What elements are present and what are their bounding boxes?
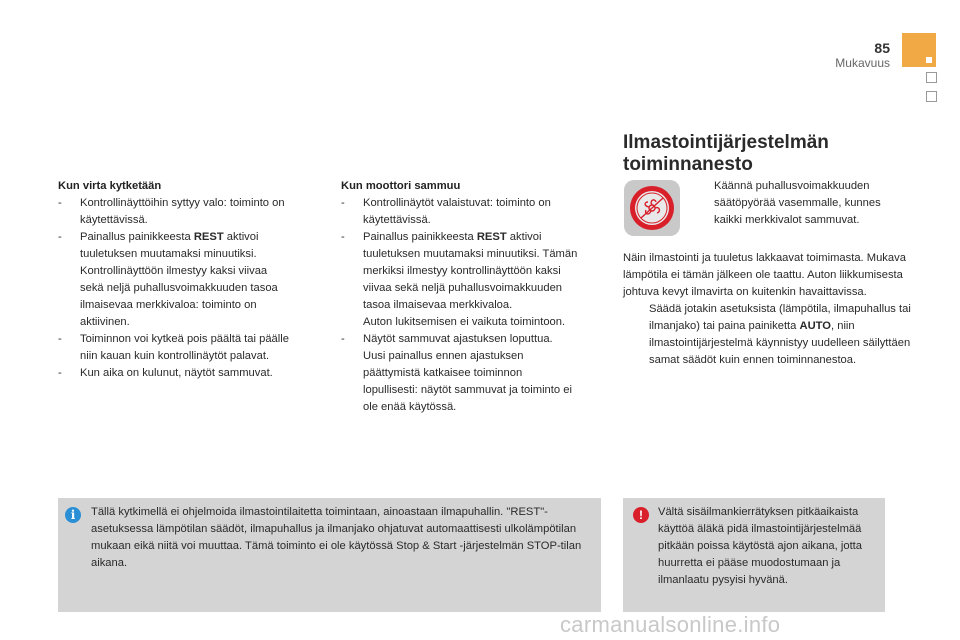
- page-number: 85: [874, 40, 890, 56]
- page-title: Ilmastointijärjestelmän toiminnanesto: [623, 132, 829, 175]
- list-item: - Painallus painikkeesta REST aktivoi tuuletuksen muutamaksi minuutiksi. Tämän merkiksi ilmestyy kontrollinäyttöön kaksi viivaa sekä neljä puhallusvoimakkuuden tasoa ilmaisevaa merkkivaloa. Auton lukitsemisen ei vaikuta toimintoon.: [341, 231, 578, 328]
- page-marker-icon: [926, 72, 937, 83]
- list-item: - Kun aika on kulunut, näytöt sammuvat.: [58, 367, 273, 379]
- heading: Kun virta kytketään: [58, 180, 162, 192]
- info-icon: i: [65, 507, 81, 523]
- tab-marker-icon: [926, 57, 932, 63]
- step-turn-dial: Käännä puhallusvoimakkuuden säätöpyörää vasemmalle, kunnes kaikki merkkivalot sammuvat.: [714, 180, 881, 226]
- fan-control-dial-icon: [624, 180, 680, 236]
- list-item: - Kontrollinäyttöihin syttyy valo: toiminto on käytettävissä.: [58, 197, 285, 226]
- column-engine-off: [341, 178, 613, 416]
- column-power-on: [58, 178, 328, 382]
- section-title: Mukavuus: [835, 56, 890, 70]
- list-item: - Kontrollinäytöt valaistuvat: toiminto on käytettävissä.: [341, 197, 551, 226]
- list-item: - Näytöt sammuvat ajastuksen loputtua. Uusi painallus ennen ajastuksen päättymistä katkaisee toiminnon lopullisesti: näytöt sammuvat ja toiminto ei ole enää käytössä.: [341, 333, 572, 413]
- deactivation-text: Näin ilmastointi ja tuuletus lakkaavat toimimasta. Mukava lämpötila ei tämän jälkeen ole taattu. Auton liikkumisesta johtuva kevyt ilmavirta on kuitenkin havaittavissa. Säädä jotakin asetuksista (lämpötila, ilmapuhallus tai ilmanjako) tai paina painiketta AUTO, niin ilmastointijärjestelmä käynnistyy uudelleen säilyttäen samat säädöt kuin ennen toiminnanestoa.: [623, 250, 913, 369]
- warning-icon: !: [633, 507, 649, 523]
- chapter-tab: [902, 33, 936, 67]
- watermark: carmanualsonline.info: [560, 612, 781, 637]
- page-marker-icon: [926, 91, 937, 102]
- list-item: - Toiminnon voi kytkeä pois päältä tai päälle niin kauan kuin kontrollinäytöt palavat.: [58, 333, 289, 362]
- info-note: i Tällä kytkimellä ei ohjelmoida ilmastointilaitetta toimintaan, ainoastaan ilmapuhallin. "REST"-asetuksessa lämpötilan säädöt, ilmapuhallus ja ilmanjako ohjatuvat automaattisesti ulkolämpötilan mukaan eikä niitä voi muuttaa. Tämä toiminto ei ole käytössä Stop & Start -järjestelmän STOP-tilan aikana.: [58, 498, 601, 612]
- warning-note: ! Vältä sisäilmankierrätyksen pitkäaikaista käyttöä äläkä pidä ilmastointijärjestelmää pitkään poissa käytöstä ajon aikana, jotta huurretta ei pääse muodostumaan ja ilmanlaatu pysyisi hyvänä.: [623, 498, 885, 612]
- step-reactivate: Säädä jotakin asetuksista (lämpötila, ilmapuhallus tai ilmanjako) tai paina painiketta AUTO, niin ilmastointijärjestelmä käynnistyy uudelleen säilyttäen samat säädöt kuin ennen toiminnanestoa.: [649, 303, 911, 366]
- list-item: - Painallus painikkeesta REST aktivoi tuuletuksen muutamaksi minuutiksi. Kontrollinäyttöön ilmestyy kaksi viivaa sekä neljä puhallusvoimakkuuden tasoa ilmaisevaa merkkivaloa: toiminto on aktiivinen.: [58, 231, 278, 328]
- heading: Kun moottori sammuu: [341, 180, 461, 192]
